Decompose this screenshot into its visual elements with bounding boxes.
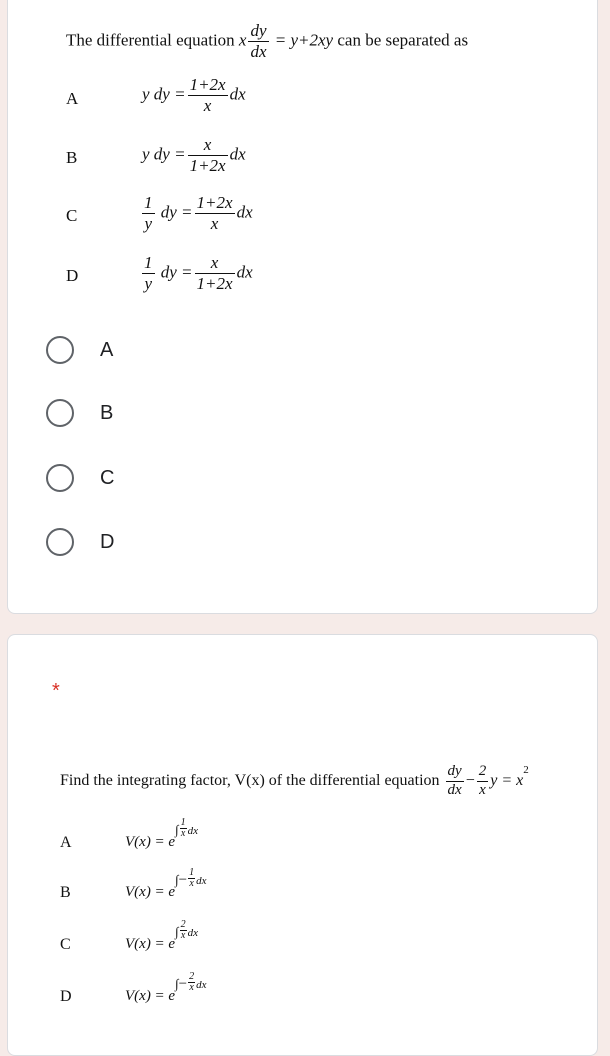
q1-question [66,22,468,61]
q2-option-d-base: V(x) = e [125,988,176,1004]
q2-minus: − [465,771,475,789]
q2-eq-den: x [479,781,486,798]
radio-option-a-label: A [100,338,114,361]
q2-eq-exp: 2 [523,763,529,776]
required-asterisk: * [52,680,60,702]
q1-option-d-letter: D [66,266,79,285]
q1-option-d-lhs-den: y [144,273,153,293]
q2-option-a-num: 1 [180,817,186,828]
q1-option-a-tail: dx [229,84,246,104]
q1-option-b-den: 1+2x [189,155,226,175]
q2-option-d-tail: dx [196,979,207,991]
radio-option-c-label: C [100,466,115,489]
q2-option-b-base: V(x) = e [125,884,176,900]
q1-option-c-lhs-den: y [144,213,153,233]
q1-option-b-expr [142,136,246,175]
q1-option-c-den: x [210,213,219,233]
q1-option-a-den: x [203,95,212,115]
q2-option-d-sign: − [178,976,188,992]
q1-question-suffix: can be separated as [337,30,469,50]
q2-option-d-letter: D [60,988,72,1005]
q1-option-c-letter: C [66,206,78,225]
q2-option-c-num: 2 [180,919,186,930]
radio-circle-icon[interactable] [46,336,74,364]
q2-option-c-letter: C [60,936,71,953]
q1-option-c-lhs-num: 1 [144,193,153,212]
q2-option-b-num: 1 [189,867,195,878]
radio-circle-icon[interactable] [46,528,74,556]
q1-option-d-tail: dx [236,262,253,282]
q1-option-d-lhs-num: 1 [144,253,153,272]
q2-question [60,764,529,799]
integral-icon: ∫ [175,976,179,991]
radio-option-d[interactable] [46,526,114,558]
q2-option-b-sign: − [178,872,188,888]
q1-option-c-num: 1+2x [196,193,233,212]
radio-option-b[interactable] [46,397,113,429]
q2-eq-num: 2 [477,764,489,782]
q2-option-c-tail: dx [187,927,199,939]
integral-icon: ∫ [175,822,179,837]
q2-dy: dy [446,764,464,782]
question-card-2 [7,634,598,1056]
q2-option-a-den: x [180,828,186,839]
radio-option-d-label: D [100,530,115,553]
q1-option-a-lhs: y dy = [142,84,186,104]
q1-option-b-tail: dx [229,144,246,164]
q2-option-a-base: V(x) = e [125,834,176,850]
q1-question-fraction [248,22,268,61]
q1-option-b-num: x [188,136,228,156]
q2-option-c-expr [125,920,198,953]
q1-option-d-den: 1+2x [196,273,233,293]
q2-option-d-den: x [189,982,194,993]
radio-option-b-label: B [100,401,114,424]
q2-option-b-expr [125,868,207,901]
q1-option-c-lhs: dy = [160,202,193,222]
q1-question-rhs: = y+2xy [274,30,334,50]
q2-dx: dx [447,781,462,798]
q1-option-b-letter: B [66,148,78,167]
q2-option-a-expr [125,818,198,851]
radio-circle-icon[interactable] [46,399,74,427]
q1-option-d-num: x [195,254,235,274]
q1-question-prefix: The differential equation [66,30,235,50]
q1-option-d-lhs: dy = [160,262,193,282]
q1-question-x: x [238,30,247,50]
q1-dy: dy [250,21,267,40]
q2-option-a-tail: dx [187,825,199,837]
q2-option-d-num: 2 [189,971,195,982]
q1-option-a-num: 1+2x [189,75,226,94]
q1-option-c-expr [140,194,253,233]
integral-icon: ∫ [175,872,179,887]
radio-option-c[interactable] [46,462,114,494]
q1-dx: dx [250,41,267,61]
integral-icon: ∫ [175,924,179,939]
q2-question-text: Find the integrating factor, V(x) of the differential equation [60,771,440,789]
q1-option-a-expr [142,76,246,115]
q1-option-d-expr [140,254,253,293]
radio-circle-icon[interactable] [46,464,74,492]
q2-option-a-letter: A [60,834,72,851]
question-card-1 [7,0,598,614]
q2-eq-rhs: y = x [490,771,524,789]
q2-option-c-base: V(x) = e [125,936,176,952]
radio-option-a[interactable] [46,334,113,366]
q1-option-a-letter: A [66,89,79,108]
q1-option-c-tail: dx [236,202,253,222]
q1-option-b-lhs: y dy = [142,144,186,164]
q2-option-d-expr [125,972,207,1005]
q2-option-b-tail: dx [196,875,207,887]
q2-option-b-den: x [189,878,194,889]
q2-option-c-den: x [180,930,186,941]
q2-option-b-letter: B [60,884,71,901]
